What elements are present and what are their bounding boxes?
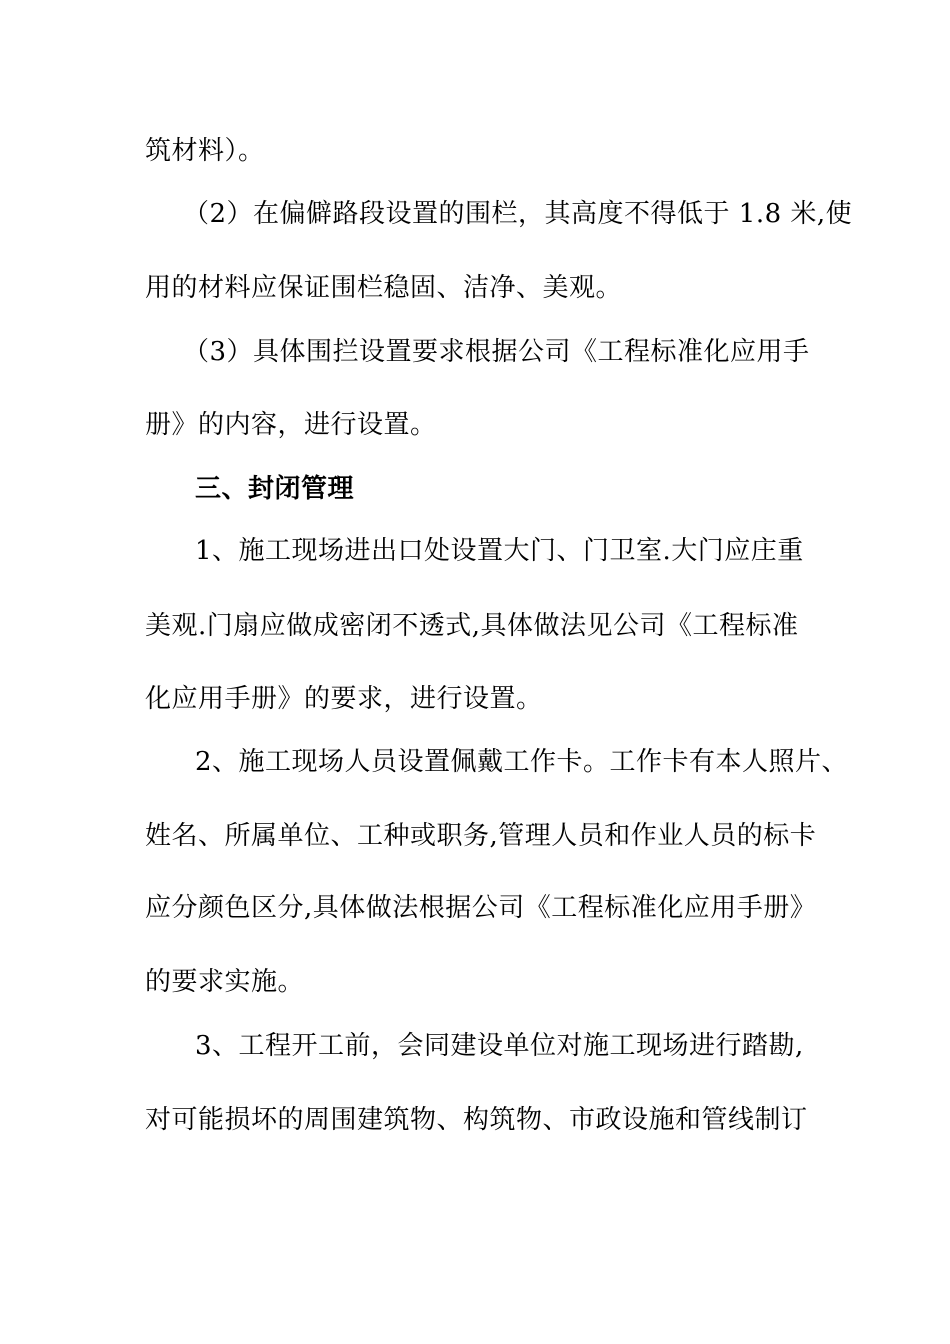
paragraph-line: （3）具体围拦设置要求根据公司《工程标准化应用手 xyxy=(183,337,810,367)
paragraph-line: 的要求实施。 xyxy=(145,967,305,997)
paragraph-line: 3、工程开工前，会同建设单位对施工现场进行踏勘, xyxy=(195,1031,804,1061)
paragraph-line: （2）在偏僻路段设置的围栏，其高度不得低于 1.8 米,使 xyxy=(183,199,853,229)
paragraph-line: 2、施工现场人员设置佩戴工作卡。工作卡有本人照片、 xyxy=(195,747,849,777)
paragraph-line: 姓名、所属单位、工种或职务,管理人员和作业人员的标卡 xyxy=(145,821,817,851)
paragraph-line: 美观.门扇应做成密闭不透式,具体做法见公司《工程标准 xyxy=(145,611,799,641)
paragraph-line: 对可能损坏的周围建筑物、构筑物、市政设施和管线制订 xyxy=(145,1105,808,1135)
paragraph-line: 册》的内容，进行设置。 xyxy=(145,410,437,440)
paragraph-line: 用的材料应保证围栏稳固、洁净、美观。 xyxy=(145,273,623,303)
section-heading: 三、封闭管理 xyxy=(195,474,355,504)
paragraph-line: 应分颜色区分,具体做法根据公司《工程标准化应用手册》 xyxy=(145,893,817,923)
paragraph-line: 筑材料）。 xyxy=(145,136,265,166)
paragraph-line: 1、施工现场进出口处设置大门、门卫室.大门应庄重 xyxy=(195,536,804,566)
paragraph-line: 化应用手册》的要求，进行设置。 xyxy=(145,684,543,714)
